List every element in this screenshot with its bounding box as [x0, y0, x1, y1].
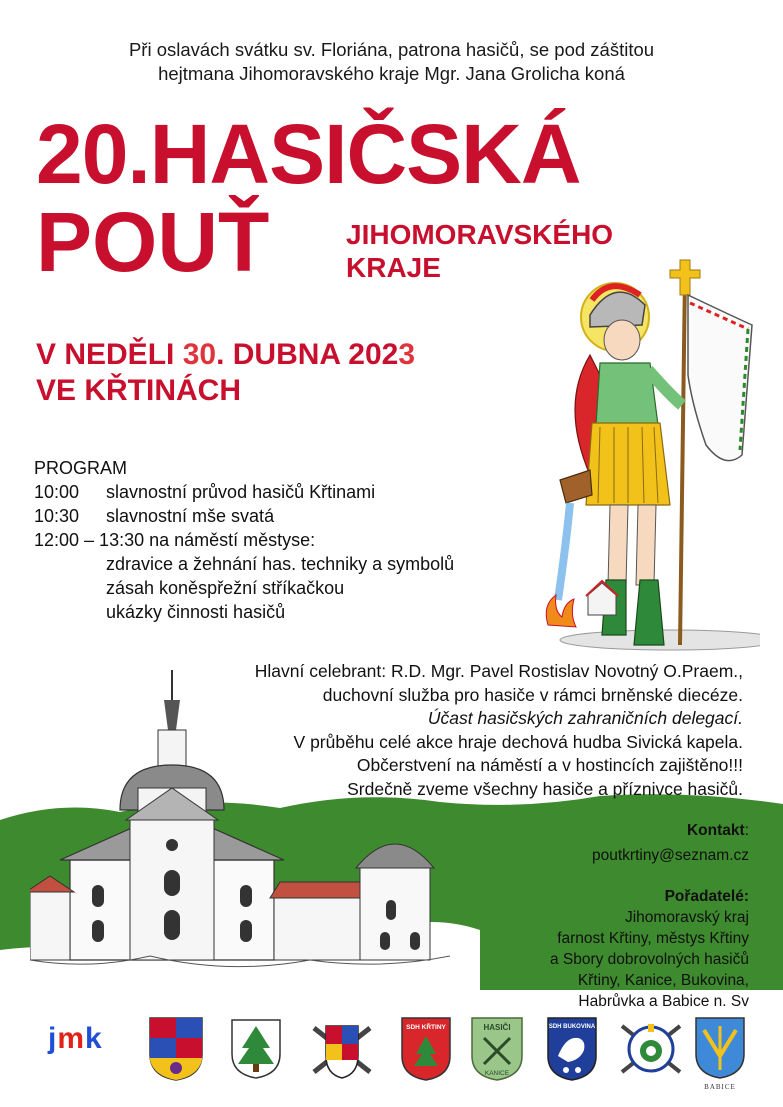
badge-kanice-top-text: HASIČI [483, 1023, 511, 1032]
date-part-3: . DUBNA 202 [216, 338, 399, 371]
title-line-1: 20.HASIČSKÁ [36, 107, 581, 201]
organizers-label: Pořadatelé: [664, 888, 749, 905]
program-time: 10:30 [34, 506, 80, 526]
jmk-letter: j [48, 1022, 58, 1055]
program-time: 10:00 [34, 482, 80, 502]
info-line: Účast hasičských zahraničních delegací. [427, 708, 743, 728]
contact-heading [550, 820, 749, 841]
program-heading: PROGRAM [34, 458, 128, 478]
jmk-logo [48, 1022, 103, 1056]
sdh-bukovina-badge-icon [546, 1016, 598, 1082]
contact-block [550, 820, 749, 1012]
badge-krtiny-text: SDH KŘTINY [406, 1024, 446, 1031]
place-line: VE KŘTINÁCH [36, 374, 242, 407]
organizer-line: Habrůvka a Babice n. Sv [578, 993, 749, 1010]
subtitle-line-1: JIHOMORAVSKÉHO [346, 219, 614, 250]
sdh-habruvka-badge-icon [618, 1016, 684, 1082]
program-sub-item: ukázky činnosti hasičů [106, 602, 286, 622]
info-line: Srdečně zveme všechny hasiče a příznivce hasičů. [347, 778, 743, 799]
program-text: slavnostní průvod hasičů Křtinami [106, 482, 376, 502]
intro-line-2: hejtmana Jihomoravského kraje Mgr. Jana Grolicha koná [158, 63, 625, 84]
date-part-1: V NEDĚLI [36, 338, 183, 371]
info-line: V průběhu celé akce hraje dechová hudba Sivická kapela. [293, 731, 743, 752]
program-section [34, 456, 454, 624]
badge-bukovina-text: SDH BUKOVINA [548, 1024, 596, 1030]
date-day: 30 [182, 338, 217, 371]
badge-kanice-bottom-text: KANICE [484, 1070, 510, 1077]
program-item [34, 480, 454, 504]
contact-colon: : [744, 822, 749, 839]
subtitle-line-2: KRAJE [346, 252, 441, 283]
jmk-letter: k [85, 1022, 103, 1055]
jmk-letter: m [57, 1022, 86, 1055]
krtiny-coat-of-arms-icon [230, 1018, 282, 1080]
event-date [36, 337, 415, 409]
babice-coat-of-arms-icon [694, 1016, 746, 1092]
region-coat-of-arms-icon [148, 1016, 204, 1082]
program-sub-item: zásah koněspřežní stříkačkou [106, 578, 345, 598]
title-line-2: POUŤ [36, 195, 270, 289]
info-line: Hlavní celebrant: R.D. Mgr. Pavel Rostislav Novotný O.Praem., [254, 661, 743, 681]
date-line [36, 337, 415, 373]
info-line: Občerstvení na náměstí a v hostincích zajištěno!!! [356, 755, 743, 775]
sdh-krtiny-badge-icon [400, 1016, 452, 1082]
program-noon: 12:00 – 13:30 na náměstí městyse: [34, 530, 316, 550]
organizer-line: Křtiny, Kanice, Bukovina, [577, 972, 749, 989]
organizer-line: Jihomoravský kraj [624, 909, 749, 926]
program-text: slavnostní mše svatá [106, 506, 275, 526]
intro-line-1: Při oslavách svátku sv. Floriána, patrona hasičů, se pod záštitou [128, 39, 655, 60]
organizer-line: a Sbory dobrovolných hasičů [549, 951, 749, 968]
info-line: duchovní služba pro hasiče v rámci brněnské diecéze. [322, 684, 743, 705]
contact-email[interactable]: poutkrtiny@seznam.cz [591, 847, 749, 864]
intro-text [0, 38, 783, 86]
hasici-kanice-badge-icon [470, 1016, 524, 1082]
program-item [34, 504, 454, 528]
program-sub-item: zdravice a žehnání has. techniky a symbolů [106, 554, 455, 574]
info-block [255, 660, 743, 801]
date-year-digit: 3 [398, 338, 416, 371]
firefighters-union-emblem-icon [308, 1018, 376, 1082]
contact-label: Kontakt [686, 822, 745, 839]
babice-caption: BABICE [704, 1083, 736, 1091]
saint-florian-illustration [530, 255, 760, 655]
organizer-line: farnost Křtiny, městys Křtiny [557, 930, 749, 947]
